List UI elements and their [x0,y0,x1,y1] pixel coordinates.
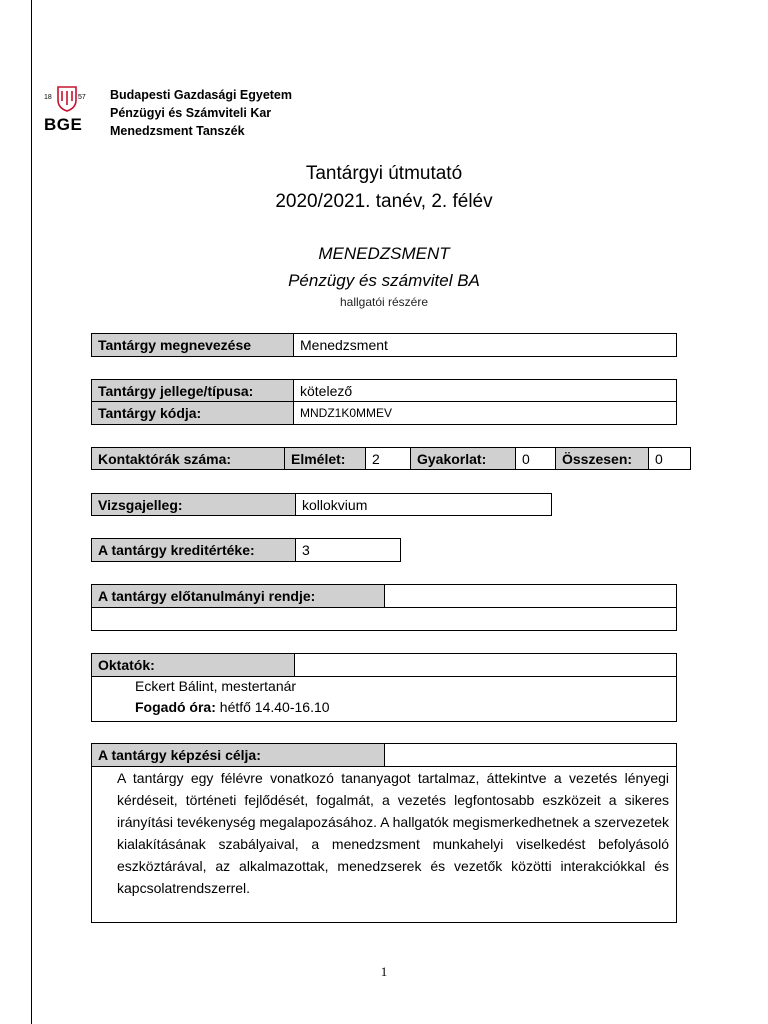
page-margin-line [31,0,32,1024]
document-title: Tantárgyi útmutató [305,163,463,184]
office-hours-value: hétfő 14.40-16.10 [219,699,330,715]
teacher-info [135,676,330,718]
theory-label: Elmélet: [284,447,366,470]
credit-label: A tantárgy kreditértéke: [91,538,296,562]
academic-year: 2020/2021. tanév, 2. félév [275,191,493,212]
page-number: 1 [380,964,388,979]
type-value: kötelező [293,379,677,402]
teacher-name: Eckert Bálint, mestertanár [135,678,297,694]
prerequisites-header-blank [384,584,677,608]
code-value: MNDZ1K0MMEV [293,401,677,425]
type-label: Tantárgy jellege/típusa: [91,379,294,402]
teachers-header-blank [294,653,677,677]
theory-value: 2 [365,447,411,470]
course-goal-text: A tantárgy egy félévre vonatkozó tananyagot tartalmaz, áttekintve a vezetés lényegi kérdéseit, történeti fejlődését, fogalmát, a vezetés legfontosabb eszközeit a sikeres irányítási tevékenység megalapozásához. A hallgatók megismerkedhetnek a szervezetek kialakításának szabályaival, a menedzsment munkahelyi viselkedést befolyásoló eszköztárával, az alkalmazottak, menedzserek és vezetők közötti interakciókkal és kapcsolatrendszerrel. [117,770,669,896]
exam-type-value: kollokvium [295,493,552,516]
subject-name: MENEDZSMENT [318,244,450,263]
total-label: Összesen: [555,447,649,470]
practice-value: 0 [515,447,556,470]
logo-year-right: 57 [78,94,86,101]
institution-university: Budapesti Gazdasági Egyetem [110,88,293,102]
exam-type-label: Vizsgajelleg: [91,493,296,516]
prerequisites-value [91,607,677,631]
credit-value: 3 [295,538,401,562]
program-name: Pénzügy és számvitel BA [288,271,480,290]
office-hours-row [135,697,330,718]
practice-label: Gyakorlat: [410,447,516,470]
teachers-label: Oktatók: [91,653,295,677]
name-label: Tantárgy megnevezése [91,333,294,357]
name-value: Menedzsment [293,333,677,357]
institution-faculty: Pénzügyi és Számviteli Kar [110,106,272,120]
institution-department: Menedzsment Tanszék [110,124,245,138]
logo-shield-icon [57,86,77,112]
prerequisites-label: A tantárgy előtanulmányi rendje: [91,584,385,608]
audience-note: hallgatói részére [339,295,429,309]
bge-logo [44,84,90,138]
total-value: 0 [648,447,691,470]
code-label: Tantárgy kódja: [91,401,294,425]
logo-acronym: BGE [44,115,83,134]
office-hours-label: Fogadó óra: [135,699,216,715]
logo-year-left: 18 [44,94,52,101]
course-goal-label: A tantárgy képzési célja: [91,743,385,767]
institution-block [110,86,292,140]
course-goal-header-blank [384,743,677,767]
contact-hours-label: Kontaktórák száma: [91,447,285,470]
